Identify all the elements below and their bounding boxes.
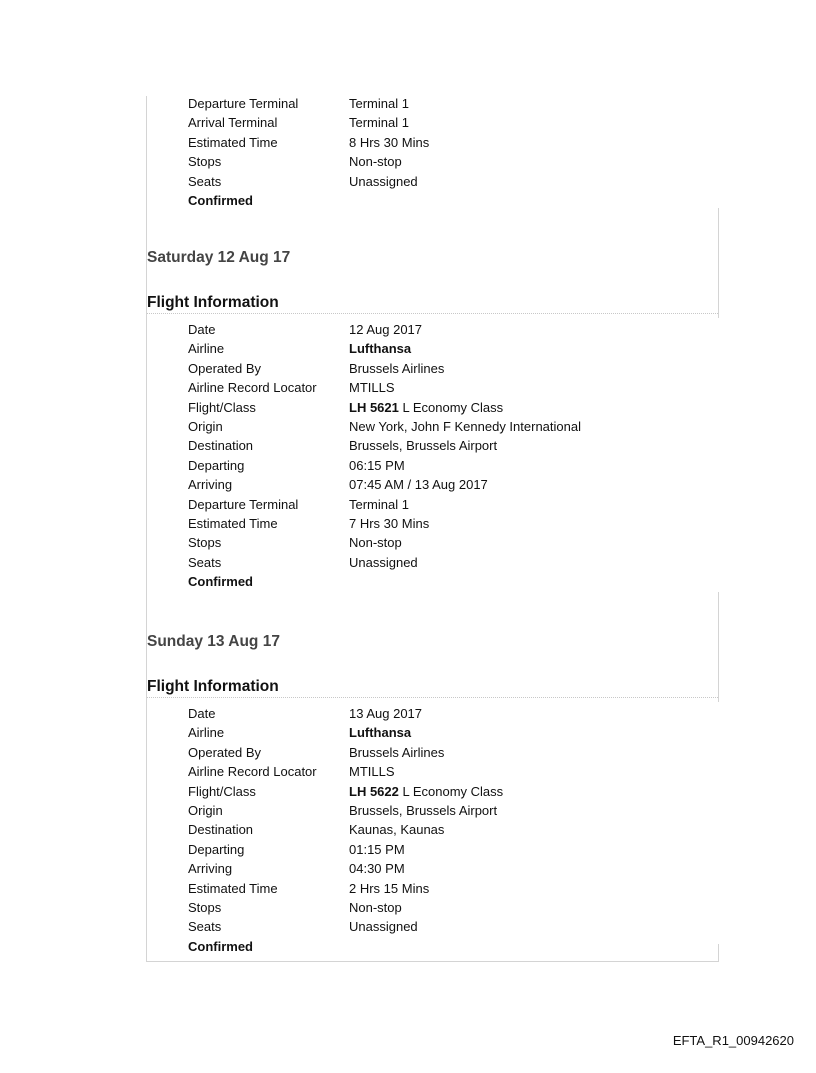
detail-row [188, 113, 409, 132]
flight-class-value [349, 398, 503, 417]
section-divider [147, 697, 718, 698]
detail-value: 13 Aug 2017 [349, 706, 423, 721]
detail-label: Departure Terminal [188, 496, 299, 512]
detail-label: Airline Record Locator [188, 764, 317, 780]
detail-value: Terminal 1 [349, 115, 409, 131]
detail-label: Arriving [188, 861, 233, 877]
detail-value: Terminal 1 [349, 96, 409, 111]
detail-row [188, 94, 409, 113]
detail-value: Brussels, Brussels Airport [349, 802, 498, 818]
detail-row [188, 801, 498, 820]
detail-row [188, 320, 423, 339]
detail-row [188, 879, 430, 898]
detail-value: 12 Aug 2017 [349, 322, 423, 337]
detail-row [188, 456, 405, 475]
detail-label: Flight/Class [188, 783, 256, 799]
detail-label: Airline [188, 725, 225, 741]
detail-label: Airline [188, 341, 225, 357]
flight-number: LH 5622 [349, 783, 399, 799]
detail-label: Operated By [188, 360, 261, 376]
detail-value: 01:15 PM [349, 841, 405, 857]
detail-label: Origin [188, 802, 223, 818]
detail-value: Unassigned [349, 919, 418, 935]
detail-label: Destination [188, 438, 254, 454]
airline-name: Lufthansa [349, 725, 412, 741]
detail-row [188, 417, 581, 436]
detail-label: Stops [188, 154, 222, 170]
detail-value: MTILLS [349, 380, 395, 396]
detail-row [188, 339, 412, 358]
booking-status: Confirmed [188, 938, 253, 954]
flight-details [188, 704, 504, 956]
detail-row [188, 436, 498, 455]
booking-status: Confirmed [188, 574, 253, 590]
detail-label: Seats [188, 173, 222, 189]
frame-left-line [146, 96, 147, 961]
detail-row [188, 723, 412, 742]
detail-value: New York, John F Kennedy International [349, 418, 581, 434]
day-heading: Sunday 13 Aug 17 [147, 633, 280, 650]
detail-label: Flight/Class [188, 399, 256, 415]
detail-label: Departing [188, 457, 245, 473]
frame-right-line-2 [718, 592, 719, 702]
detail-value: Kaunas, Kaunas [349, 822, 445, 838]
frame-right-line-3 [718, 944, 719, 962]
detail-label: Destination [188, 822, 254, 838]
detail-row [188, 398, 504, 417]
detail-row [188, 859, 405, 878]
detail-row [188, 782, 504, 801]
detail-value: Brussels Airlines [349, 360, 445, 376]
detail-value: Unassigned [349, 554, 418, 570]
detail-value: 04:30 PM [349, 861, 405, 877]
detail-row [188, 762, 395, 781]
detail-row [188, 133, 430, 152]
section-title: Flight Information [147, 294, 279, 311]
detail-value: 07:45 AM / 13 Aug 2017 [349, 477, 488, 493]
section-divider [147, 313, 718, 314]
class-text: L Economy Class [398, 399, 504, 415]
detail-value: 06:15 PM [349, 457, 405, 473]
detail-label: Estimated Time [188, 515, 278, 531]
flight-class-value [349, 782, 503, 801]
detail-label: Estimated Time [188, 880, 278, 896]
detail-value: Terminal 1 [349, 496, 409, 512]
booking-status: Confirmed [188, 192, 253, 208]
airline-name: Lufthansa [349, 341, 412, 357]
detail-value: Non-stop [349, 154, 402, 170]
detail-label: Arrival Terminal [188, 115, 278, 131]
detail-row [188, 533, 402, 552]
detail-row [188, 378, 395, 397]
detail-row [188, 743, 445, 762]
detail-row [188, 475, 488, 494]
detail-row [188, 898, 402, 917]
detail-value: 7 Hrs 30 Mins [349, 515, 430, 531]
detail-row [188, 359, 445, 378]
flight-details [188, 320, 581, 591]
frame-right-line-1 [718, 208, 719, 318]
segment-top-details [188, 94, 430, 210]
detail-row [188, 820, 445, 839]
detail-value: 8 Hrs 30 Mins [349, 134, 430, 150]
detail-label: Stops [188, 535, 222, 551]
detail-row [188, 840, 405, 859]
detail-label: Operated By [188, 744, 261, 760]
detail-row [188, 704, 423, 723]
detail-row [188, 514, 430, 533]
detail-value: 2 Hrs 15 Mins [349, 880, 430, 896]
section-title: Flight Information [147, 678, 279, 695]
detail-label: Arriving [188, 477, 233, 493]
detail-value: Unassigned [349, 173, 418, 189]
document-id: EFTA_R1_00942620 [672, 1033, 794, 1048]
detail-value: Brussels Airlines [349, 744, 445, 760]
detail-label: Origin [188, 418, 223, 434]
detail-value: Non-stop [349, 899, 402, 915]
detail-row [188, 553, 418, 572]
detail-value: Brussels, Brussels Airport [349, 438, 498, 454]
detail-value: MTILLS [349, 764, 395, 780]
detail-row [188, 152, 402, 171]
detail-label: Seats [188, 554, 222, 570]
detail-row [188, 172, 418, 191]
flight-number: LH 5621 [349, 399, 399, 415]
detail-value: Non-stop [349, 535, 402, 551]
detail-label: Airline Record Locator [188, 380, 317, 396]
detail-row [188, 495, 409, 514]
detail-label: Date [188, 322, 216, 337]
detail-label: Departing [188, 841, 245, 857]
class-text: L Economy Class [398, 783, 504, 799]
detail-label: Date [188, 706, 216, 721]
day-heading: Saturday 12 Aug 17 [147, 249, 291, 266]
detail-row [188, 917, 418, 936]
frame-bottom-line [146, 961, 719, 962]
detail-label: Departure Terminal [188, 96, 299, 111]
detail-label: Seats [188, 919, 222, 935]
detail-label: Estimated Time [188, 134, 278, 150]
detail-label: Stops [188, 899, 222, 915]
